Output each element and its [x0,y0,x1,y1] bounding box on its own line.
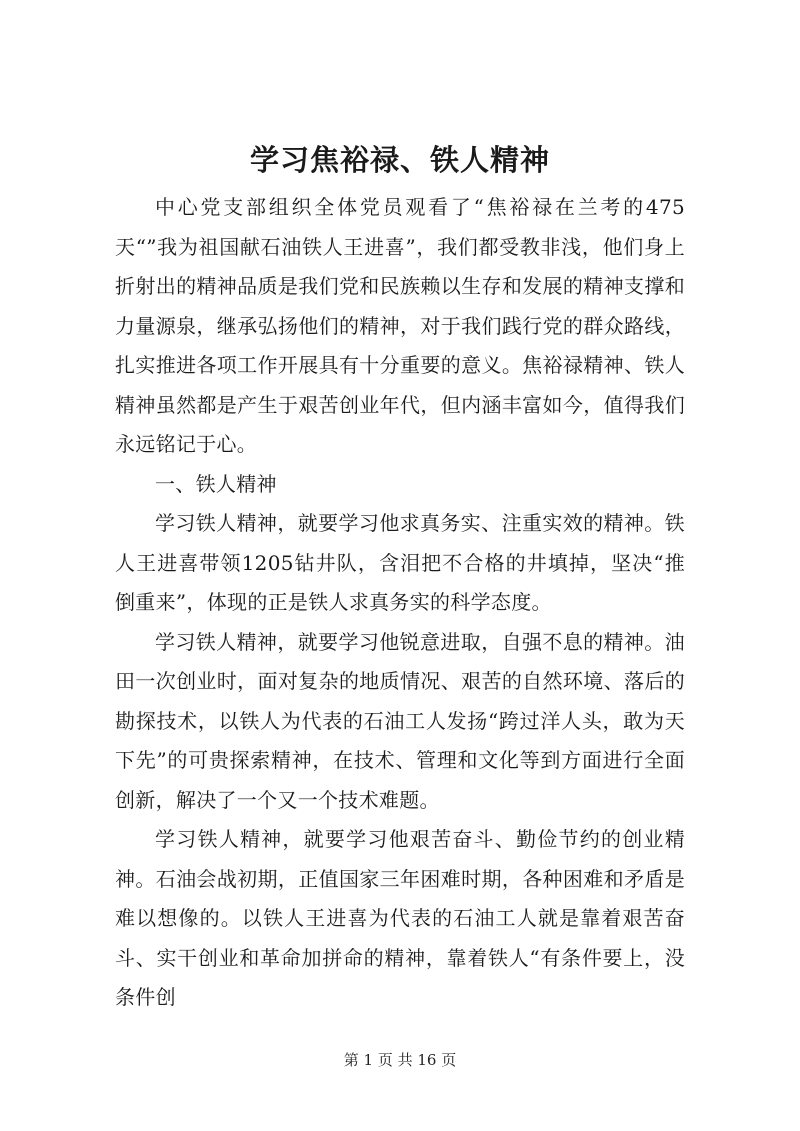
paragraph-hard-work: 学习铁人精神，就要学习他艰苦奋斗、勤俭节约的创业精神。石油会战初期，正值国家三年困难时期，各种困难和矛盾是难以想像的。以铁人王进喜为代表的石油工人就是靠着艰苦奋斗、实干创业和革命加拼命的精神，靠着铁人“有条件要上，没条件创 [115,827,685,1009]
document-title: 学习焦裕禄、铁人精神 [249,143,550,177]
document-page [115,0,685,1131]
document-body [115,188,685,1018]
paragraph-intro: 中心党支部组织全体党员观看了“焦裕禄在兰考的475天“”我为祖国献石油铁人王进喜”，我们都受教非浅，他们身上折射出的精神品质是我们党和民族赖以生存和发展的精神支撑和力量源泉，继承弘扬他们的精神，对于我们践行党的群众路线，扎实推进各项工作开展具有十分重要的意义。焦裕禄精神、铁人精神虽然都是产生于艰苦创业年代，但内涵丰富如今，值得我们永远铭记于心。 [115,195,685,456]
page-number-footer: 第 1 页 共 16 页 [343,1051,457,1069]
paragraph-enterprising: 学习铁人精神，就要学习他锐意进取，自强不息的精神。油田一次创业时，面对复杂的地质情况、艰苦的自然环境、落后的勘探技术，以铁人为代表的石油工人发扬“跨过洋人头，敢为天下先”的可贵探索精神，在技术、管理和文化等到方面进行全面创新，解决了一个又一个技术难题。 [115,629,685,812]
paragraph-pragmatism: 学习铁人精神，就要学习他求真务实、注重实效的精神。铁人王进喜带领1205钻井队，含泪把不合格的井填掉，坚决“推倒重来”，体现的正是铁人求真务实的科学态度。 [115,511,685,614]
section-heading-iron-man-spirit: 一、铁人精神 [155,471,277,496]
